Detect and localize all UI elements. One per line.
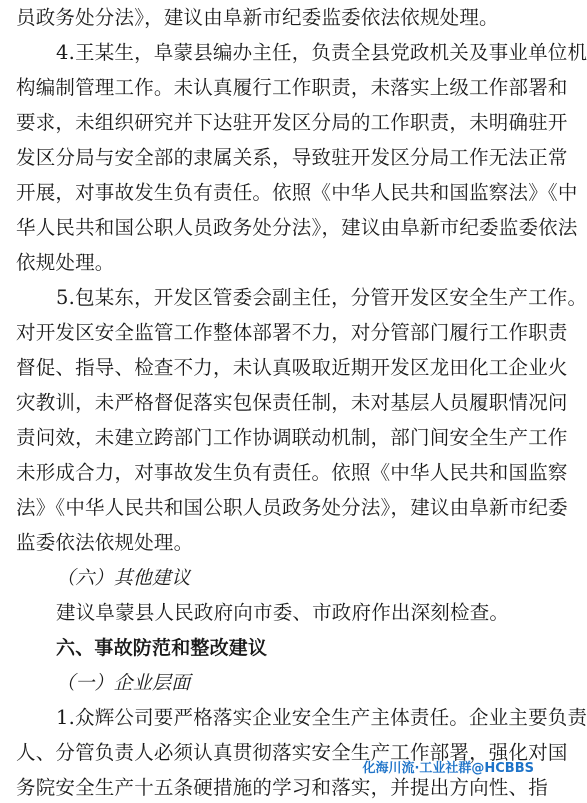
subsection-heading: （六）其他建议 <box>56 567 191 589</box>
text-line: 要求，未组织研究并下达驻开发区分局的工作职责，未明确驻开 <box>16 111 568 134</box>
paragraph-start-line: 5.包某东，开发区管委会副主任，分管开发区安全生产工作。 <box>56 286 587 309</box>
text-line: 开展，对事故发生负有责任。依照《中华人民共和国监察法》《中 <box>16 181 578 204</box>
text-line: 务院安全生产十五条硬措施的学习和落实，并提出方向性、指 <box>16 776 548 799</box>
text-line: 构编制管理工作。未认真履行工作职责，未落实上级工作部署和 <box>16 76 568 99</box>
watermark-label: 化海川流·工业社群@HCBBS <box>362 761 534 776</box>
text-line: 督促、指导、检查不力，未认真吸取近期开发区龙田化工企业火 <box>16 356 568 379</box>
text-line: 监委依法依规处理。 <box>16 531 194 554</box>
paragraph-start-line: 建议阜蒙县人民政府向市委、市政府作出深刻检查。 <box>56 601 510 624</box>
text-line: 华人民共和国公职人员政务处分法》，建议由阜新市纪委监委依法 <box>16 216 578 239</box>
text-line: 灾教训，未严格督促落实包保责任制，未对基层人员履职情况问 <box>16 391 568 414</box>
text-line: 人、分管负责人必须认真贯彻落实安全生产工作部署，强化对国 <box>16 741 568 764</box>
text-line: 发区分局与安全部的隶属关系，导致驻开发区分局工作无法正常 <box>16 146 568 169</box>
section-heading: 六、事故防范和整改建议 <box>56 637 268 659</box>
text-line: 依规处理。 <box>16 251 115 274</box>
paragraph-start-line: 1.众辉公司要严格落实企业安全生产主体责任。企业主要负责 <box>56 706 587 729</box>
text-line: 责问效，未建立跨部门工作协调联动机制，部门间安全生产工作 <box>16 426 568 449</box>
text-line: 对开发区安全监管工作整体部署不力，对分管部门履行工作职责 <box>16 321 568 344</box>
text-line: 法》《中华人民共和国公职人员政务处分法》，建议由阜新市纪委 <box>16 496 568 519</box>
subsection-heading: （一）企业层面 <box>56 672 191 694</box>
paragraph-start-line: 4.王某生，阜蒙县编办主任，负责全县党政机关及事业单位机 <box>56 41 587 64</box>
text-line: 未形成合力，对事故发生负有责任。依照《中华人民共和国监察 <box>16 461 568 484</box>
text-line: 员政务处分法》，建议由阜新市纪委监委依法依规处理。 <box>16 6 499 29</box>
